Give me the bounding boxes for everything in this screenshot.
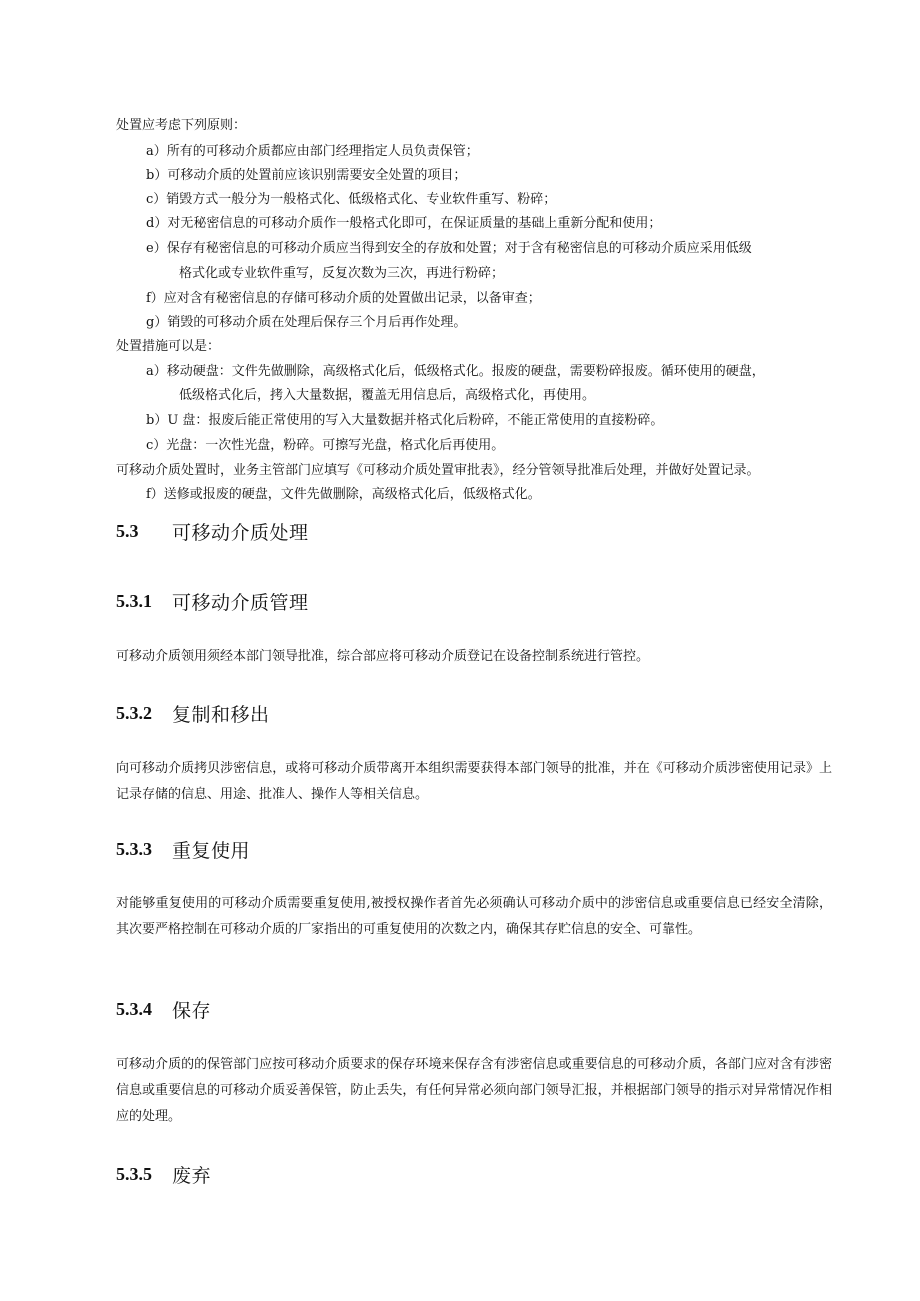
principles-title: 处置应考虑下列原则： <box>116 118 247 133</box>
section-title: 废弃 <box>172 1164 212 1187</box>
principle-a: a）所有的可移动介质都应由部门经理指定人员负责保管； <box>146 144 479 159</box>
section-title: 复制和移出 <box>172 703 270 726</box>
section-5-3-1-heading <box>116 587 309 615</box>
principle-f: f）应对含有秘密信息的存储可移动介质的处置做出记录，以备审查； <box>146 291 541 306</box>
section-5-3-1-body: 可移动介质领用须经本部门领导批准，综合部应将可移动介质登记在设备控制系统进行管控。 <box>116 649 650 664</box>
measure-a: a）移动硬盘：文件先做删除，高级格式化后，低级格式化。报废的硬盘，需要粉碎报废。循环使用的硬盘， <box>146 364 765 379</box>
section-number: 5.3.5 <box>116 1163 152 1184</box>
principle-e: e）保存有秘密信息的可移动介质应当得到安全的存放和处置；对于含有秘密信息的可移动介质应采用低级 <box>146 241 752 256</box>
principle-c: c）销毁方式一般分为一般格式化、低级格式化、专业软件重写、粉碎； <box>146 192 557 207</box>
section-number: 5.3.3 <box>116 838 152 859</box>
measures-title: 处置措施可以是： <box>116 339 221 354</box>
approval-note: 可移动介质处置时，业务主管部门应填写《可移动介质处置审批表》，经分管领导批准后处理，并做好处置记录。 <box>116 463 760 478</box>
principle-d: d）对无秘密信息的可移动介质作一般格式化即可，在保证质量的基础上重新分配和使用； <box>146 216 662 231</box>
measure-b: b）U 盘：报废后能正常使用的写入大量数据并格式化后粉碎，不能正常使用的直接粉碎。 <box>146 413 664 428</box>
principle-g: g）销毁的可移动介质在处理后保存三个月后再作处理。 <box>146 315 467 330</box>
principle-b: b）可移动介质的处置前应该识别需要安全处置的项目； <box>146 168 467 183</box>
measure-f: f）送修或报废的硬盘，文件先做删除，高级格式化后，低级格式化。 <box>146 487 541 502</box>
section-number: 5.3.2 <box>116 702 152 723</box>
measure-a-cont: 低级格式化后，拷入大量数据，覆盖无用信息后，高级格式化，再使用。 <box>179 388 596 403</box>
section-5-3-4-heading <box>116 995 211 1023</box>
measure-c: c）光盘：一次性光盘，粉碎。可擦写光盘，格式化后再使用。 <box>146 438 505 453</box>
section-title: 可移动介质处理 <box>172 521 309 544</box>
section-5-3-2-heading <box>116 699 270 727</box>
section-number: 5.3.1 <box>116 590 152 611</box>
section-5-3-4-body: 可移动介质的的保管部门应按可移动介质要求的保存环境来保存含有涉密信息或重要信息的可移动介质，各部门应对含有涉密信息或重要信息的可移动介质妥善保管，防止丢失，有任何异常必须向部门领导汇报，并根据部门领导的指示对异常情况作相应的处理。 <box>116 1057 832 1124</box>
section-5-3-2-body: 向可移动介质拷贝涉密信息，或将可移动介质带离开本组织需要获得本部门领导的批准，并在《可移动介质涉密使用记录》上记录存储的信息、用途、批准人、操作人等相关信息。 <box>116 761 832 802</box>
section-number: 5.3 <box>116 520 139 541</box>
section-5-3-5-heading <box>116 1160 211 1188</box>
principle-e-cont: 格式化或专业软件重写，反复次数为三次，再进行粉碎； <box>179 266 505 281</box>
section-title: 可移动介质管理 <box>172 591 309 614</box>
section-5-3-heading <box>116 517 309 545</box>
section-title: 重复使用 <box>172 839 251 862</box>
section-title: 保存 <box>172 999 212 1022</box>
section-5-3-3-heading <box>116 835 250 863</box>
section-5-3-3-body: 对能够重复使用的可移动介质需要重复使用,被授权操作者首先必须确认可移动介质中的涉密信息或重要信息已经安全清除，其次要严格控制在可移动介质的厂家指出的可重复使用的次数之内，确保其存贮信息的安全、可靠性。 <box>116 896 832 937</box>
section-number: 5.3.4 <box>116 998 152 1019</box>
